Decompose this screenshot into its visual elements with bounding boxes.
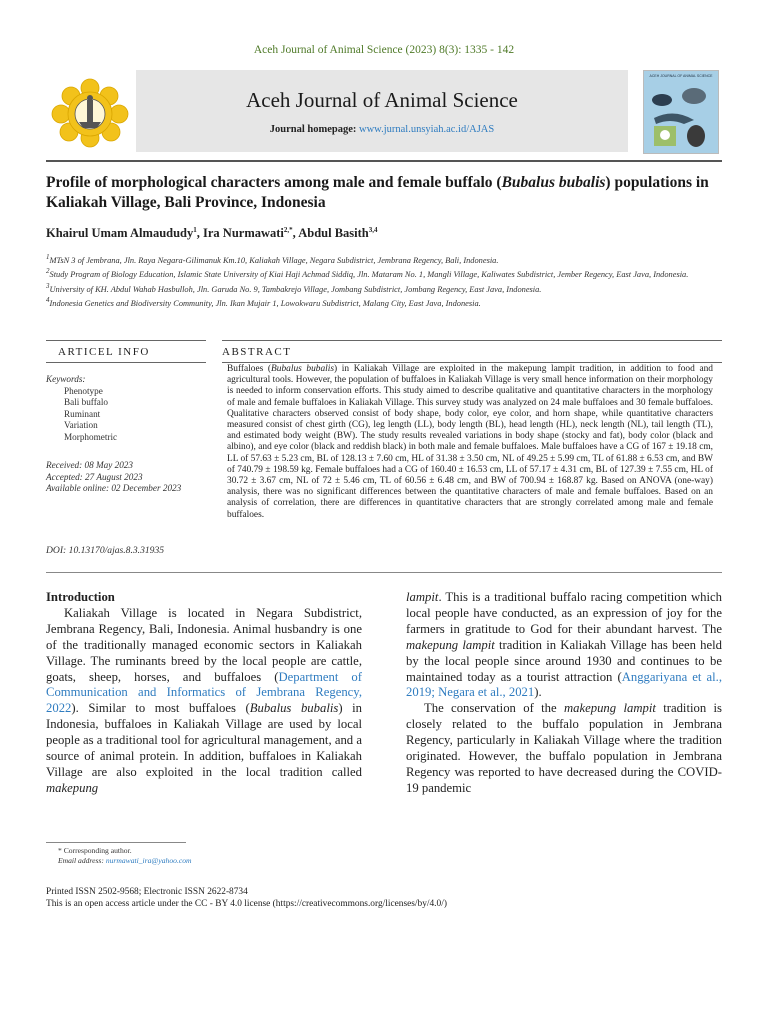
- accepted-date: Accepted: 27 August 2023: [46, 471, 143, 482]
- homepage-link[interactable]: www.jurnal.unsyiah.ac.id/AJAS: [359, 124, 495, 135]
- citation-link[interactable]: Department of Communication and Informatics of Jembrana Regency, 2022: [46, 669, 362, 716]
- license-line: This is an open access article under the CC - BY 4.0 license (https://creativecommons.org/licenses/by/4.0/): [46, 898, 447, 909]
- issn-line: Printed ISSN 2502-9568; Electronic ISSN 2622-8734: [46, 887, 248, 897]
- abstract-heading: ABSTRACT: [222, 346, 292, 358]
- journal-reference: Aceh Journal of Animal Science (2023) 8(3): 1335 - 142: [253, 44, 515, 56]
- section-heading-introduction: Introduction: [46, 590, 115, 604]
- keyword-item: Morphometric: [64, 431, 118, 442]
- affiliation-item: $^1$MTsN 3 of Jembrana, Jln. Raya Negara-Gilimanuk Km.10, Kaliakah Village, Negara Subdistrict, Jembrana Regency, Bali, Indonesia.: [46, 253, 499, 265]
- paragraph: lampit. This is a traditional buffalo racing competition which local people have conducted, as an expression of joy for the farmers in gratitude to God for their abundant harvest. The makepung lampit tradition in Kaliakah Village has been held by the local people since around 1930 and continues to be maintained today as a tourist attraction (Anggariyana et al., 2019; Negara et al., 2021).: [406, 590, 722, 700]
- affiliation-item: $^3$University of KH. Abdul Wahab Hasbulloh, Jln. Garuda No. 9, Tambakrejo Village, Jombang Subdistrict, Jombang Regency, East Java, Indonesia.: [46, 281, 542, 294]
- paragraph: The conservation of the makepung lampit tradition is closely related to the buffalo population in Jembrana Regency, particularly in Kaliakah Village where the tradition originated. However, the buffalo population in Jembrana Regency was reported to have decreased during the COVID-19 pandemic: [406, 701, 722, 795]
- info-divider-top: [46, 340, 206, 341]
- email-link[interactable]: nurmawati_ira@yahoo.com: [105, 856, 192, 865]
- animal-collage-icon: [644, 78, 718, 152]
- affiliation-item: $^4$Indonesia Genetics and Biodiversity Community, Jln. Ikan Mujair 1, Lowokwaru Subdistrict, Malang City, East Java, Indonesia.: [46, 296, 481, 308]
- journal-banner: [136, 70, 628, 152]
- received-date: Received: 08 May 2023: [46, 460, 133, 470]
- header-divider: [46, 160, 722, 162]
- author-name: Khairul Umam Almaududy: [46, 226, 194, 241]
- author-list: Khairul Umam Almaududy$^1$, Ira Nurmawati$^{2,*}$, Abdul Basith$^{3,4}$: [46, 226, 378, 241]
- keyword-item: Ruminant: [64, 408, 101, 419]
- homepage-label: Journal homepage:: [269, 124, 357, 135]
- abstract-text: Buffaloes (Bubalus bubalis) in Kaliakah Village are exploited in the makepung lampit tradition, in addition to food and agricultural tools. However, the population of buffaloes in Kaliakah Village is very small hence information on their morphology is needed to inform conservation efforts. This study aimed to describe qualitative and quantitative characters in the morphology of male and female buffaloes in Kaliakah Village. This survey study was analyzed on 24 male buffaloes and 30 female buffaloes. Qualitative characters observed consist of body shape, body color, eye color, and horn shape, while quantitative characters measured consist of chest girth (CG), leg length (LL), body length (BL), head length (HL), neck length (NL), tail length (TL), and estimated body weight (BW). The study results revealed variations in body shape (stocky and fat), body color (black and albino), and eye color (black and reddish black) in both male and female buffaloes. Male buffaloes have a CG of 167 ± 19.18 cm, LL of 57.63 ± 5.23 cm, BL of 128.13 ± 7.60 cm, HL of 31.38 ± 3.50 cm, NL of 49.25 ± 5.99 cm, TL of 61.88 ± 6.53 cm, and BW of 740.79 ± 198.59 kg. Female buffaloes had a CG of 160.40 ± 16.53 cm, LL of 57.17 ± 4.31 cm, BL of 127.39 ± 7.55 cm, HL of 30.72 ± 3.67 cm, NL of 72 ± 5.46 cm, TL of 60.56 ± 6.48 cm, and BW of 700.94 ± 168.87 kg. Based on ANOVA (one-way) analysis, there was no significant differences between the quantitative characters of male and female buffaloes. Based on an analysis of correlation, there are differences in quantitative characters that are strongly correlated among male and female buffaloes.: [227, 364, 713, 520]
- author-name: Ira Nurmawati: [203, 226, 284, 241]
- footer: [46, 887, 447, 910]
- available-date: Available online: 02 December 2023: [46, 483, 182, 494]
- author-name: Abdul Basith: [298, 226, 369, 241]
- footnote-divider: [46, 842, 186, 843]
- article-title: Profile of morphological characters among male and female buffalo (Bubalus bubalis) populations in Kaliakah Village, Bali Province, Indonesia: [46, 174, 709, 211]
- journal-cover-icon: [643, 70, 719, 154]
- abstract-divider-top: [222, 340, 722, 341]
- journal-homepage: [136, 124, 628, 135]
- email-line: Email address: nurmawati_ira@yahoo.com: [58, 856, 192, 865]
- article-dates: [46, 460, 196, 495]
- affiliation-item: $^2$Study Program of Biology Education, Islamic State University of Kiai Haji Achmad Siddiq, Jln. Mataram No. 1, Mangli Village, Kaliwates Subdistrict, Jember Regency, East Java, Indonesia.: [46, 267, 689, 280]
- info-divider: [46, 362, 206, 363]
- keyword-item: Phenotype: [64, 385, 103, 396]
- citation-link[interactable]: Anggariyana et al., 2019; Negara et al., 2021: [406, 669, 722, 700]
- university-logo-icon: [49, 78, 131, 148]
- cover-caption: ACEH JOURNAL OF ANIMAL SCIENCE: [649, 74, 713, 78]
- affiliations: [46, 252, 726, 310]
- corresponding-author-note: * Corresponding author.: [58, 846, 132, 855]
- abstract-divider: [222, 362, 722, 363]
- footnote: [58, 846, 192, 866]
- journal-title: Aceh Journal of Animal Science: [246, 88, 518, 112]
- keywords-label: Keywords:: [46, 374, 86, 384]
- keyword-item: Variation: [64, 420, 98, 431]
- doi[interactable]: DOI: 10.13170/ajas.8.3.31935: [46, 545, 165, 556]
- body-column-left: [46, 590, 362, 797]
- abstract-bottom-divider: [46, 572, 722, 573]
- paragraph: Kaliakah Village is located in Negara Subdistrict, Jembrana Regency, Bali, Indonesia. Animal husbandry is one of the traditionally managed economic sectors in Kaliakah Village. The ruminants breed by the local people are cattle, goats, sheep, horses, and buffaloes (Department of Communication and Informatics of Jembrana Regency, 2022). Similar to most buffaloes (Bubalus bubalis) in Indonesia, buffaloes in Kaliakah Village are used by local people as a traditional tool for agricultural management, and a source of animal protein. In addition, buffaloes in Kaliakah Village are also exploited in the local tradition called makepung: [46, 605, 362, 795]
- body-column-right: [406, 590, 722, 797]
- keyword-item: Bali buffalo: [64, 397, 108, 408]
- keywords-block: [46, 374, 196, 444]
- article-info-heading: ARTICEL INFO: [58, 346, 150, 358]
